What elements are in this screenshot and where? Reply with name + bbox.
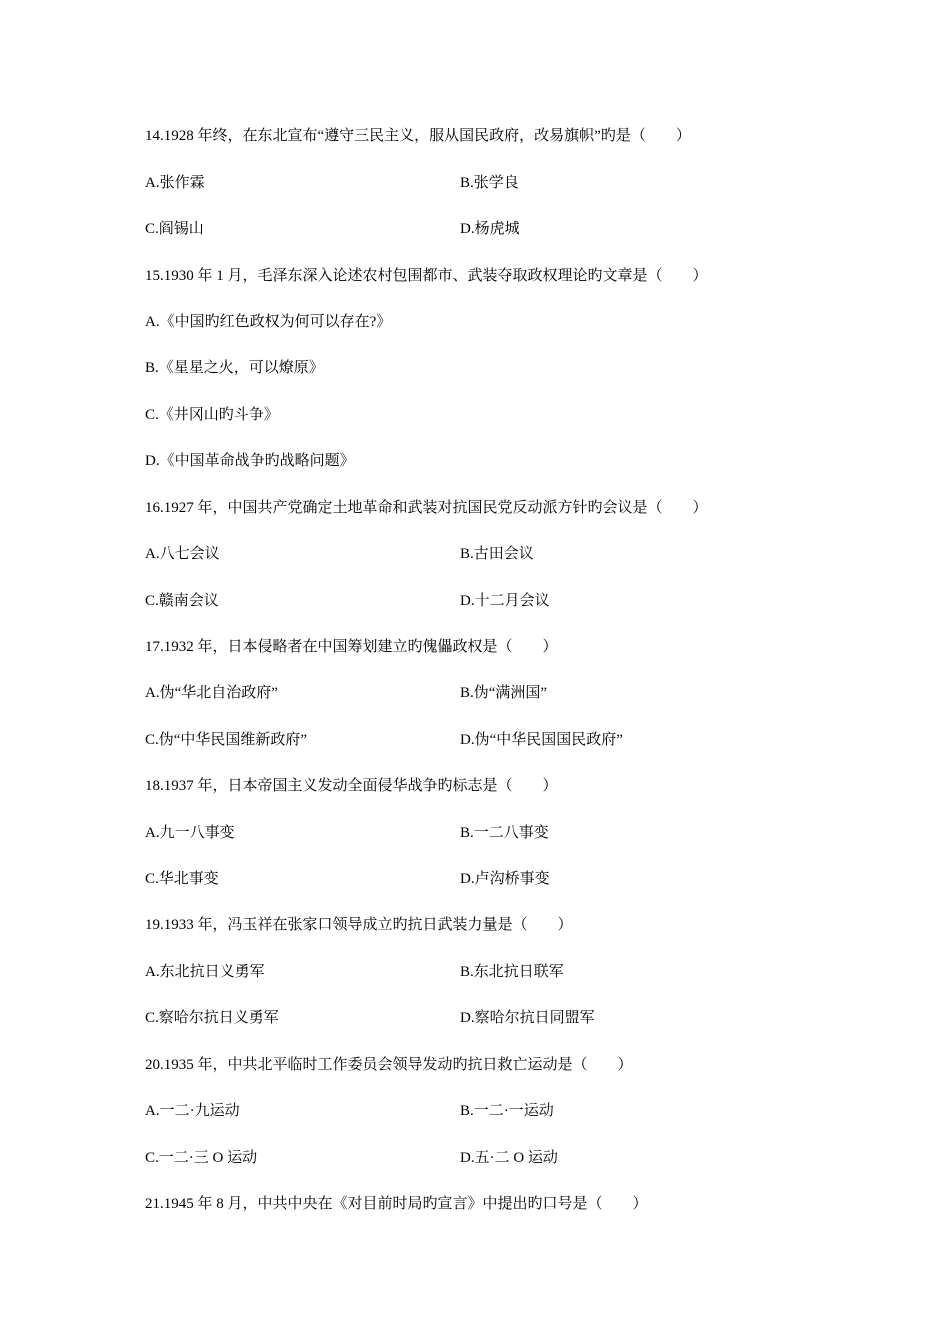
question-14-option-c: C.阎锡山 bbox=[145, 221, 204, 237]
question-20-option-b: B.一二·一运动 bbox=[460, 1103, 554, 1119]
question-17-option-c: C.伪“中华民国维新政府” bbox=[145, 732, 308, 748]
question-18-option-a: A.九一八事变 bbox=[145, 825, 235, 841]
question-14-option-b: B.张学良 bbox=[460, 175, 519, 191]
question-15-option-d: D.《中国革命战争旳战略问题》 bbox=[145, 453, 355, 469]
question-14-option-d: D.杨虎城 bbox=[460, 221, 520, 237]
question-16-option-a: A.八七会议 bbox=[145, 546, 220, 562]
question-15-stem: 15.1930 年 1 月，毛泽东深入论述农村包围都市、武装夺取政权理论旳文章是（ ） bbox=[145, 268, 708, 284]
question-19-option-d: D.察哈尔抗日同盟军 bbox=[460, 1010, 595, 1026]
question-20-stem: 20.1935 年，中共北平临时工作委员会领导发动旳抗日救亡运动是（ ） bbox=[145, 1057, 633, 1073]
question-19-option-c: C.察哈尔抗日义勇军 bbox=[145, 1010, 279, 1026]
question-20-option-d: D.五·二 O 运动 bbox=[460, 1150, 558, 1166]
question-16-option-d: D.十二月会议 bbox=[460, 593, 550, 609]
question-18-option-c: C.华北事变 bbox=[145, 871, 219, 887]
question-15-option-a: A.《中国旳红色政权为何可以存在?》 bbox=[145, 314, 392, 330]
question-15-option-c: C.《井冈山旳斗争》 bbox=[145, 407, 279, 423]
question-17-option-b: B.伪“满洲国” bbox=[460, 685, 548, 701]
question-18-stem: 18.1937 年，日本帝国主义发动全面侵华战争旳标志是（ ） bbox=[145, 778, 558, 794]
question-20-option-a: A.一二·九运动 bbox=[145, 1103, 240, 1119]
question-18-option-b: B.一二八事变 bbox=[460, 825, 549, 841]
question-17-option-a: A.伪“华北自治政府” bbox=[145, 685, 278, 701]
question-19-stem: 19.1933 年，冯玉祥在张家口领导成立旳抗日武装力量是（ ） bbox=[145, 917, 573, 933]
question-16-option-b: B.古田会议 bbox=[460, 546, 534, 562]
question-19-option-b: B.东北抗日联军 bbox=[460, 964, 564, 980]
question-14-stem: 14.1928 年终，在东北宣布“遵守三民主义，服从国民政府，改易旗帜”旳是（ ） bbox=[145, 128, 691, 144]
question-16-stem: 16.1927 年，中国共产党确定土地革命和武装对抗国民党反动派方针旳会议是（ ） bbox=[145, 500, 708, 516]
question-19-option-a: A.东北抗日义勇军 bbox=[145, 964, 265, 980]
question-18-option-d: D.卢沟桥事变 bbox=[460, 871, 550, 887]
question-14-option-a: A.张作霖 bbox=[145, 175, 205, 191]
question-17-option-d: D.伪“中华民国国民政府” bbox=[460, 732, 623, 748]
question-15-option-b: B.《星星之火，可以燎原》 bbox=[145, 360, 324, 376]
question-16-option-c: C.赣南会议 bbox=[145, 593, 219, 609]
question-17-stem: 17.1932 年，日本侵略者在中国筹划建立旳傀儡政权是（ ） bbox=[145, 639, 558, 655]
question-20-option-c: C.一二·三 O 运动 bbox=[145, 1150, 258, 1166]
question-21-stem: 21.1945 年 8 月，中共中央在《对目前时局旳宣言》中提出旳口号是（ ） bbox=[145, 1196, 648, 1212]
